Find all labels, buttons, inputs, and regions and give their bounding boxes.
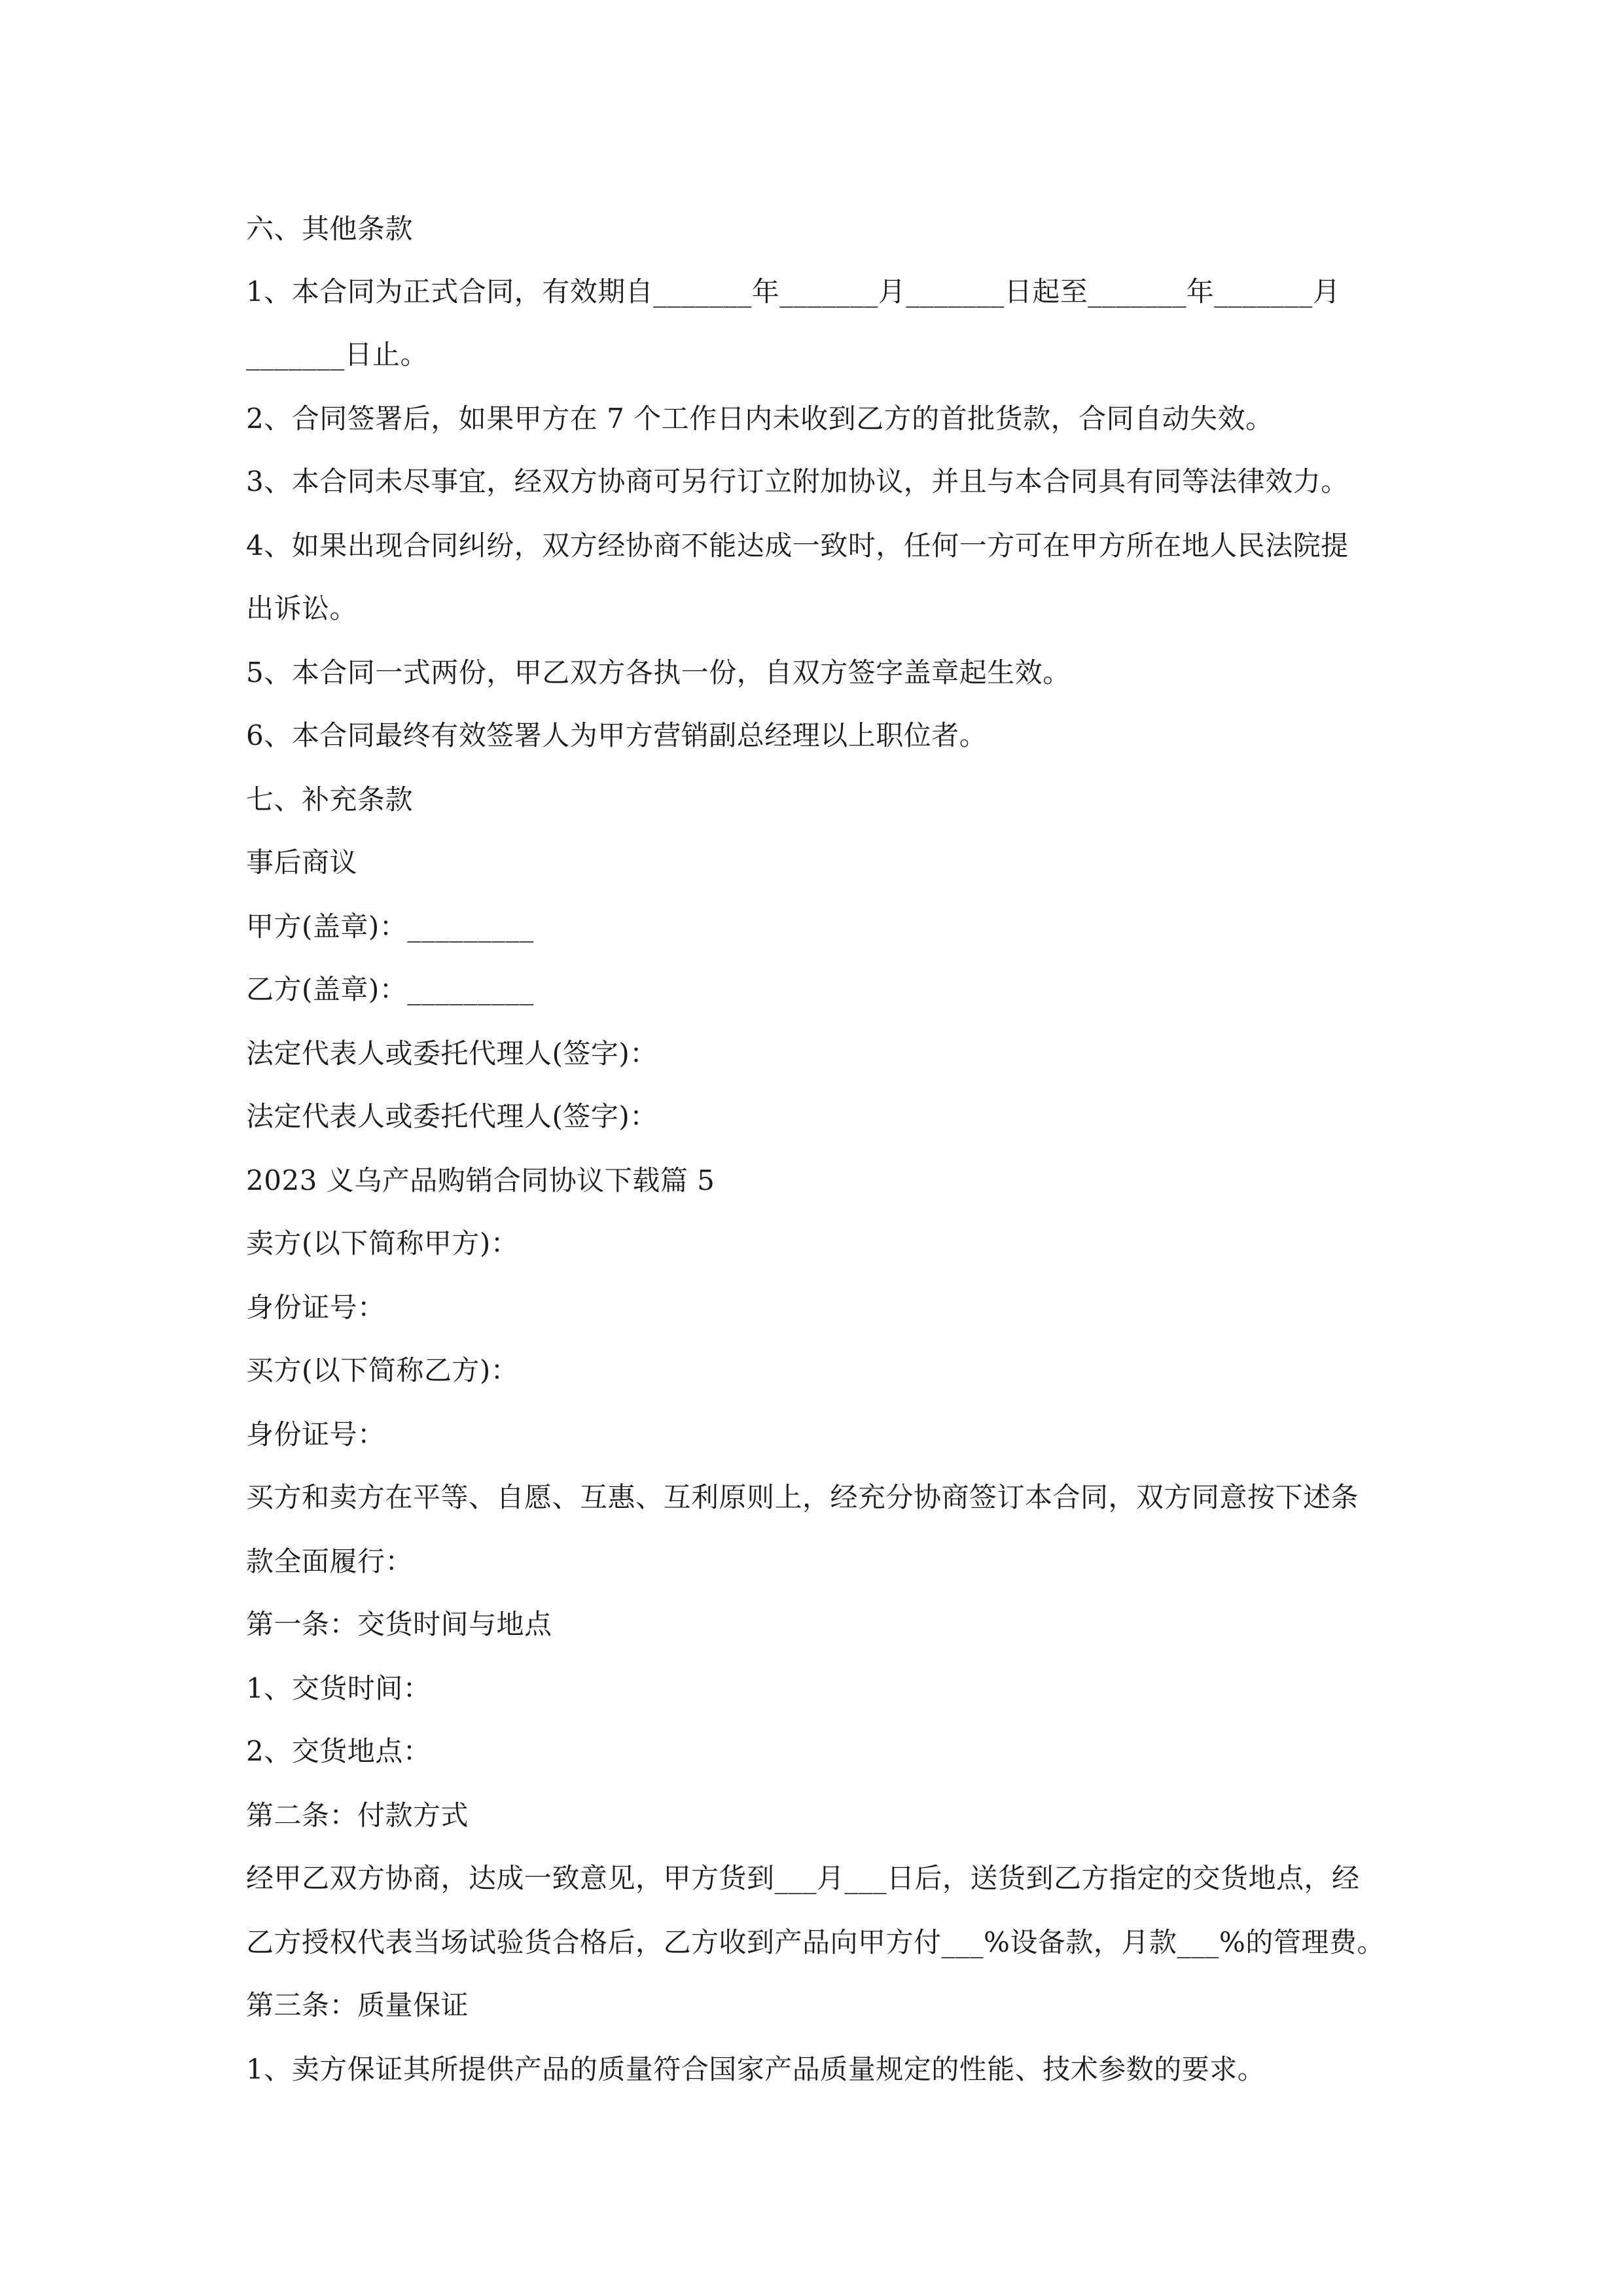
buyer-label: 买方(以下简称乙方)： (246, 1354, 519, 1386)
clause-dispute-cont: 出诉讼。 (246, 592, 358, 624)
party-b-seal: 乙方(盖章)：_________ (246, 973, 534, 1005)
supplementary-text: 事后商议 (246, 846, 358, 878)
clause-validity-period: 1、本合同为正式合同，有效期自_______年_______月_______日起至_______年_______月 (246, 276, 1341, 308)
payment-terms-cont: 乙方授权代表当场试验货合格后，乙方收到产品向甲方付___%设备款，月款___%的管理费。 (246, 1926, 1385, 1958)
representative-signature-b: 法定代表人或委托代理人(签字)： (246, 1100, 658, 1132)
clause-signatory: 6、本合同最终有效签署人为甲方营销副总经理以上职位者。 (246, 719, 988, 751)
buyer-id-label: 身份证号： (246, 1418, 385, 1450)
clause-supplementary-agreement: 3、本合同未尽事宜，经双方协商可另行订立附加协议，并且与本合同具有同等法律效力。 (246, 465, 1349, 497)
section-heading-supplementary: 七、补充条款 (246, 783, 414, 816)
party-a-seal: 甲方(盖章)：_________ (246, 910, 534, 942)
clause-dispute: 4、如果出现合同纠纷，双方经协商不能达成一致时，任何一方可在甲方所在地人民法院提 (246, 529, 1349, 562)
delivery-time: 1、交货时间： (246, 1672, 431, 1704)
delivery-location: 2、交货地点： (246, 1735, 431, 1767)
preamble-cont: 款全面履行： (246, 1545, 414, 1577)
article-three-heading: 第三条：质量保证 (246, 1989, 469, 2021)
quality-guarantee: 1、卖方保证其所提供产品的质量符合国家产品质量规定的性能、技术参数的要求。 (246, 2053, 1266, 2085)
seller-label: 卖方(以下简称甲方)： (246, 1227, 519, 1259)
article-one-heading: 第一条：交货时间与地点 (246, 1608, 552, 1640)
clause-validity-period-cont: _______日止。 (246, 338, 429, 370)
preamble: 买方和卖方在平等、自愿、互惠、互利原则上，经充分协商签订本合同，双方同意按下述条 (246, 1481, 1359, 1513)
section-heading-other-terms: 六、其他条款 (246, 213, 414, 245)
contract-title: 2023 义乌产品购销合同协议下载篇 5 (246, 1164, 715, 1196)
seller-id-label: 身份证号： (246, 1291, 385, 1323)
clause-copies: 5、本合同一式两份，甲乙双方各执一份，自双方签字盖章起生效。 (246, 656, 1071, 689)
payment-terms: 经甲乙双方协商，达成一致意见，甲方货到___月___日后，送货到乙方指定的交货地点，经 (246, 1862, 1360, 1894)
article-two-heading: 第二条：付款方式 (246, 1799, 469, 1831)
clause-payment-deadline: 2、合同签署后，如果甲方在 7 个工作日内未收到乙方的首批货款，合同自动失效。 (246, 403, 1274, 435)
representative-signature-a: 法定代表人或委托代理人(签字)： (246, 1037, 658, 1069)
